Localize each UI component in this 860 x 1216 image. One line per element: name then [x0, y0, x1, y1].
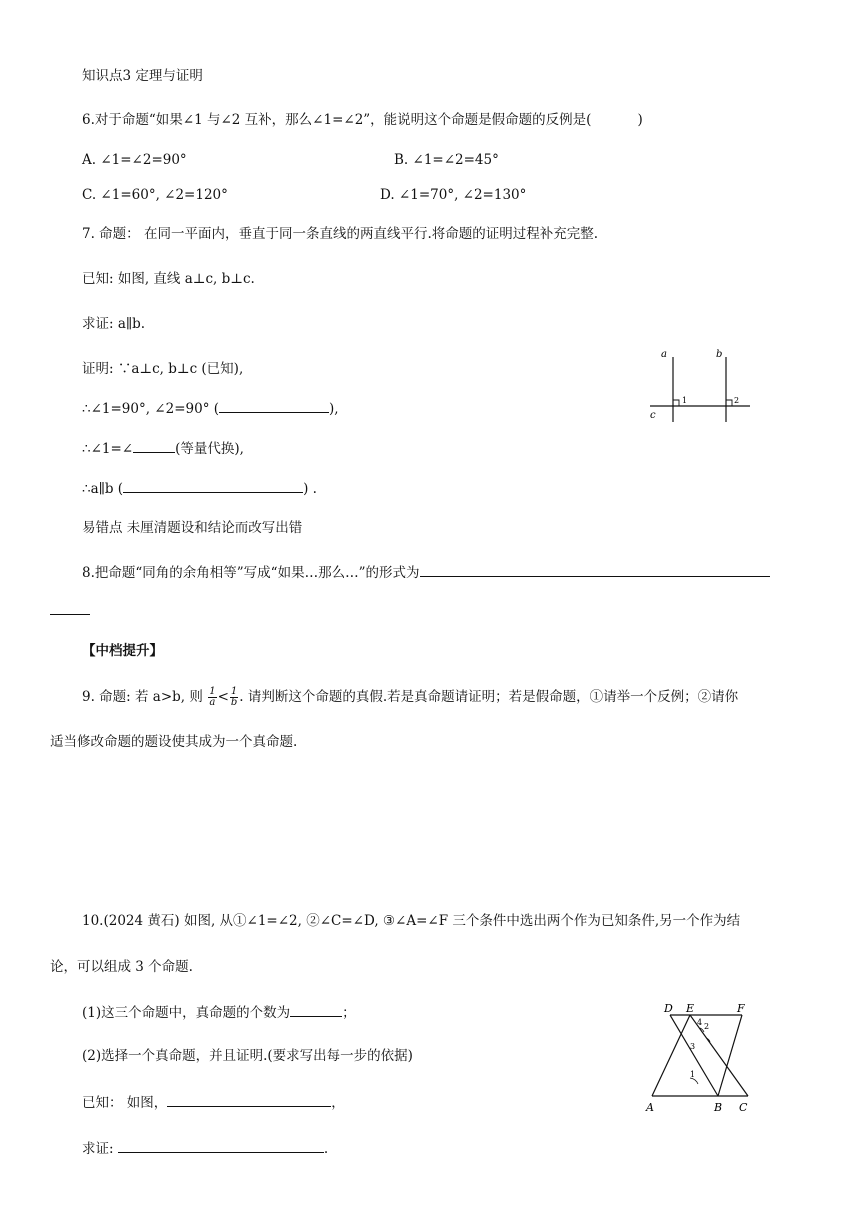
- error-section-title: 易错点 未厘清题设和结论而改写出错: [82, 520, 303, 536]
- less-than: <: [217, 689, 229, 705]
- label-E: E: [686, 1002, 695, 1015]
- q10-given-text: 已知： 如图，: [82, 1095, 168, 1111]
- q10-prove: [82, 1139, 328, 1158]
- answer-blank[interactable]: [118, 1139, 324, 1153]
- answer-blank[interactable]: [290, 1003, 342, 1017]
- answer-blank[interactable]: [133, 439, 175, 453]
- q10-prove-text: 求证:: [82, 1141, 114, 1157]
- label-D: D: [664, 1002, 673, 1015]
- q9-line1-text: 9. 命题: 若 a>b, 则: [82, 689, 203, 705]
- section-title: 知识点3 定理与证明: [82, 68, 203, 84]
- q7-proof-line2: [82, 399, 339, 418]
- frac-numerator: 1: [209, 686, 216, 697]
- q6-option-b: B. ∠1=∠2=45°: [394, 152, 499, 168]
- q10-part2: (2)选择一个真命题，并且证明.(要求写出每一步的依据): [82, 1048, 413, 1064]
- q10-given-end: ，: [331, 1095, 345, 1111]
- label-B: B: [714, 1101, 723, 1114]
- q10-prove-end: .: [323, 1141, 329, 1157]
- q6-stem-text: 6.对于命题“如果∠1 与∠2 互补，那么∠1=∠2”，能说明这个命题是假命题的反例是(: [82, 112, 592, 128]
- label-a: a: [661, 349, 667, 360]
- answer-blank-continued[interactable]: [50, 614, 90, 615]
- q7-proof4-text: ∴a∥b (: [82, 481, 124, 497]
- q7-proof-line4: [82, 479, 317, 498]
- fraction-1-over-a: [208, 687, 216, 708]
- frac-denominator: a: [209, 697, 216, 708]
- label-c: c: [650, 410, 656, 421]
- label-2: 2: [704, 1022, 710, 1031]
- answer-blank[interactable]: [420, 563, 770, 577]
- frac-denominator: b: [230, 697, 238, 708]
- q6-option-c: C. ∠1=60°, ∠2=120°: [82, 187, 228, 203]
- fraction-1-over-b: [230, 687, 238, 708]
- q8-stem: [82, 563, 770, 582]
- q9-line1-rest: . 请判断这个命题的真假.若是真命题请证明；若是假命题，①请举一个反例；②请你: [239, 689, 739, 705]
- q7-stem: 7. 命题： 在同一平面内，垂直于同一条直线的两直线平行.将命题的证明过程补充完整.: [82, 226, 599, 242]
- q10-part1-text: (1)这三个命题中，真命题的个数为: [82, 1005, 291, 1021]
- q10-part1-end: ；: [342, 1005, 356, 1021]
- label-F: F: [737, 1002, 745, 1015]
- q8-stem-text: 8.把命题“同角的余角相等”写成“如果…那么…”的形式为: [82, 565, 420, 581]
- label-A: A: [646, 1101, 654, 1114]
- q10-given: [82, 1093, 345, 1112]
- q7-proof-line3: [82, 439, 244, 458]
- label-4: 4: [697, 1018, 703, 1027]
- label-C: C: [739, 1101, 748, 1114]
- q7-proof2-end: ),: [329, 401, 339, 417]
- q7-proof-line1: 证明: ∵a⊥c, b⊥c (已知),: [82, 361, 244, 377]
- frac-numerator: 1: [230, 686, 238, 697]
- label-1: 1: [682, 396, 688, 405]
- q6-close-paren: ): [637, 112, 643, 128]
- q9-line1: [82, 687, 738, 708]
- q10-line1: 10.(2024 黄石) 如图, 从①∠1=∠2, ②∠C=∠D, ③∠A=∠F 三个条件中选出两个作为已知条件,另一个作为结: [82, 913, 741, 929]
- q7-proof4-end: ) .: [303, 481, 317, 497]
- mid-section-title: 【中档提升】: [82, 643, 163, 659]
- label-3: 3: [690, 1042, 696, 1051]
- q10-line2: 论，可以组成 3 个命题.: [50, 959, 193, 975]
- q6-option-d: D. ∠1=70°, ∠2=130°: [380, 187, 527, 203]
- q7-proof2-text: ∴∠1=90°, ∠2=90° (: [82, 401, 220, 417]
- label-2: 2: [734, 396, 740, 405]
- q7-figure: [640, 342, 760, 427]
- label-b: b: [716, 349, 723, 360]
- label-1: 1: [690, 1070, 696, 1079]
- q7-prove: 求证: a∥b.: [82, 316, 146, 332]
- q7-proof3-end: (等量代换),: [175, 441, 244, 457]
- q7-proof3-text: ∴∠1=∠: [82, 441, 134, 457]
- q6-stem: [82, 111, 643, 129]
- answer-blank[interactable]: [167, 1093, 331, 1107]
- q7-given: 已知: 如图, 直线 a⊥c, b⊥c.: [82, 271, 255, 287]
- q10-part1: [82, 1003, 356, 1022]
- q9-line2: 适当修改命题的题设使其成为一个真命题.: [50, 734, 298, 750]
- q10-figure: [640, 998, 765, 1118]
- answer-blank[interactable]: [123, 479, 303, 493]
- answer-blank[interactable]: [219, 399, 329, 413]
- q6-option-a: A. ∠1=∠2=90°: [82, 152, 187, 168]
